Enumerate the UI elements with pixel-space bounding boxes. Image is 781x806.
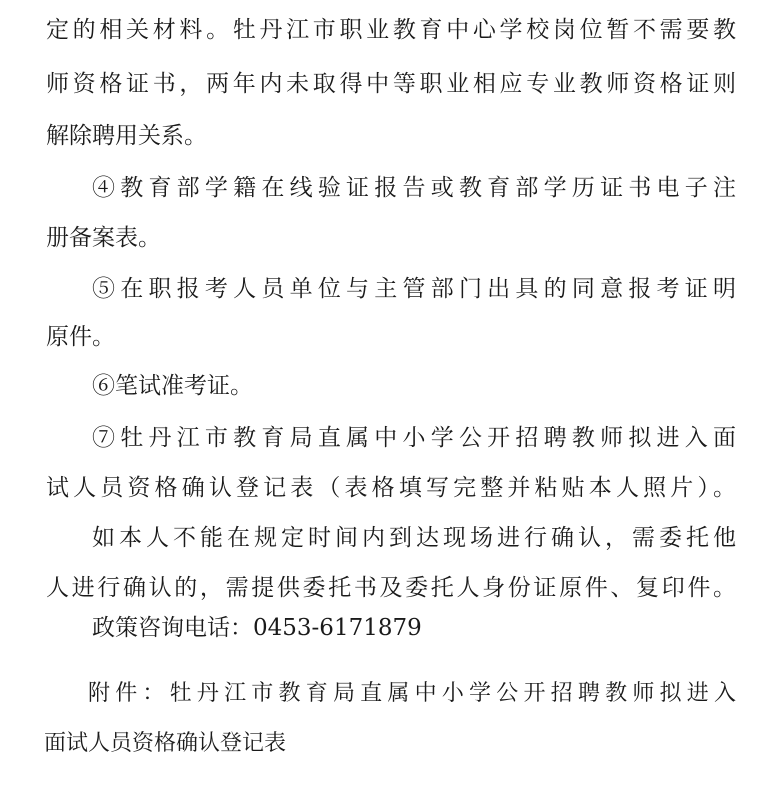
text-line: 师资格证书，两年内未取得中等职业相应专业教师资格证则: [46, 71, 736, 97]
text-line: ④教育部学籍在线验证报告或教育部学历证书电子注: [92, 175, 736, 201]
text-line: 定的相关材料。牡丹江市职业教育中心学校岗位暂不需要教: [46, 17, 736, 43]
attachment-line: 面试人员资格确认登记表: [44, 731, 287, 756]
text-line: 人进行确认的，需提供委托书及委托人身份证原件、复印件。: [46, 575, 736, 601]
text-line: 如本人不能在规定时间内到达现场进行确认，需委托他: [92, 525, 736, 551]
text-line: ⑤在职报考人员单位与主管部门出具的同意报考证明: [92, 276, 736, 302]
text-line: 试人员资格确认登记表（表格填写完整并粘贴本人照片）。: [46, 475, 736, 501]
text-line: ⑥笔试准考证。: [92, 373, 253, 399]
text-line: 解除聘用关系。: [46, 123, 207, 149]
text-line: 册备案表。: [46, 225, 161, 251]
attachment-line: 附件：牡丹江市教育局直属中小学公开招聘教师拟进入: [88, 681, 736, 706]
contact-phone-line: 政策咨询电话：0453-6171879: [92, 615, 422, 641]
text-line: 原件。: [46, 324, 115, 350]
text-line: ⑦牡丹江市教育局直属中小学公开招聘教师拟进入面: [92, 425, 736, 451]
